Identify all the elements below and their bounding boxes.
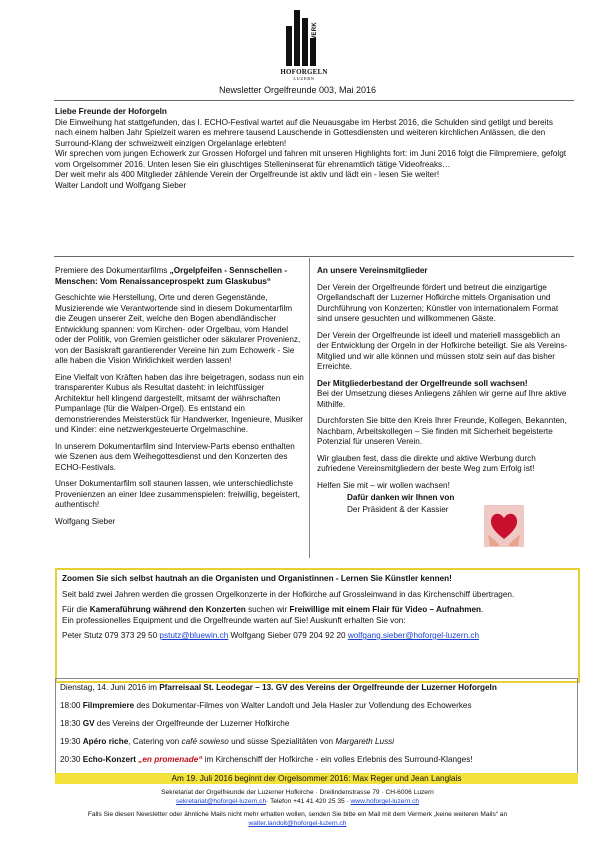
intro-section: [55, 107, 571, 191]
zoom-heading: Zoomen Sie sich selbst hautnah an die Organisten und Organistinnen - Lernen Sie Künstler kennen!: [62, 574, 452, 583]
film-paragraph: In unserem Dokumentarfilm sind Interview-Parts ebenso enthalten wie Szenen aus dem Weihegottesdienst und den Konzerten des ECHO-Festivals.: [55, 441, 295, 472]
orgelsommer-banner: Am 19. Juli 2016 beginnt der Orgelsommer 2016: Max Reger und Jean Langlais: [55, 773, 578, 784]
email-link-wolfgang-sieber[interactable]: wolfgang.sieber@hoforgel-luzern.ch: [347, 631, 480, 640]
members-column: [317, 266, 569, 515]
zoom-request-volunteers: Freiwillige mit einem Flair für Video – Aufnahmen: [289, 605, 482, 614]
film-heading: [55, 266, 305, 287]
greeting: Liebe Freunde der Hoforgeln: [55, 107, 167, 116]
film-paragraph: Geschichte wie Herstellung, Orte und deren Gegenstände, Musizierende wie Verantwortende sind in diesem Dokumentarfilm die Zeugen unserer Zeit, welche den Bogen abendländischer Entwicklung spannen: vom Kirchen- oder Orgelbau, vom Handel oder der Politik, von Gremien geistlicher oder säkularer Provenienz, von der Basiskraft garantierender Vereine hin zum Echowerk - Sie alle haben die Vision Wirklichkeit werden lassen!: [55, 293, 301, 365]
event-time: 19:30: [60, 737, 83, 746]
members-signature: Der Präsident & der Kassier: [347, 504, 449, 514]
footer-contact: [0, 798, 595, 806]
event-time: 18:00: [60, 701, 83, 710]
footer-address: Sekretariat der Orgelfreunde der Luzerner Hofkirche · Dreilindenstrasse 79 · CH-6006 Luzern: [161, 789, 434, 796]
zoom-request: [62, 605, 573, 616]
zoom-paragraph: Ein professionelles Equipment und die Orgelfreunde warten auf Sie! Auskunft erhalten Sie von:: [62, 615, 406, 625]
logo-brand: HOFORGELN: [280, 68, 328, 76]
logo-side-text: ECHOWERK: [312, 22, 318, 61]
members-call: Helfen Sie mit – wir wollen wachsen!: [317, 480, 450, 490]
members-paragraph: Durchforsten Sie bitte den Kreis Ihrer Freunde, Kollegen, Bekannten, Nachbarn, Arbeitskollegen – Sie finden mit Sicherheit begeisterte Potenzial für unseren Verein.: [317, 416, 567, 446]
zoom-request-text: suchen wir: [245, 605, 290, 614]
event-date: Dienstag, 14. Juni 2016 im: [60, 683, 160, 692]
heart-icon: [484, 505, 524, 547]
event-title: Echo-Konzert: [82, 755, 139, 764]
intro-paragraph: Der weit mehr als 400 Mitglieder zählende Verein der Orgelfreunde ist aktiv und lädt ein - lesen Sie weiter!: [55, 170, 440, 179]
zoom-request-text: Für die: [62, 605, 90, 614]
event-row: [60, 719, 289, 730]
issue-title: Newsletter Orgelfreunde 003, Mai 2016: [218, 85, 377, 95]
contact-peter-stutz: Peter Stutz 079 373 29 50: [62, 631, 160, 640]
event-title: Filmpremiere: [82, 701, 135, 710]
film-premiere-column: [55, 266, 305, 533]
members-heading: An unsere Vereinsmitglieder: [317, 266, 428, 275]
event-venue: Pfarreisaal St. Leodegar – 13. GV des Vereins der Orgelfreunde der Luzerner Hoforgeln: [159, 683, 497, 692]
film-paragraph: Eine Vielfalt von Kräften haben das ihre beigetragen, sodass nun ein transparenter Kubus als Resultat dasteht: in leichtfüssiger Architektur hell klingend dargestellt, mitsamt der währschaften Pumpanlage (für die Walpen-Orgel). Es entstand ein demonstrierendes Meisterstück für Handwerker, Ingenieure, Musiker und Kinder: eine netzwerkgesteuerte Orgelmaschine.: [55, 372, 304, 434]
film-heading-title: „Orgelpfeifen - Sennschellen - Menschen: Vom Renaissanceprospekt zum Glaskubus“: [55, 266, 288, 286]
email-link-sekretariat[interactable]: sekretariat@hoforgel-luzern.ch: [175, 798, 267, 805]
event-row: [60, 701, 472, 712]
members-paragraph: Bei der Umsetzung dieses Anliegens zählen wir gerne auf Ihre aktive Mithilfe.: [317, 389, 567, 409]
event-caterer: café sowieso: [181, 737, 229, 746]
members-paragraph: Der Verein der Orgelfreunde fördert und betreut die einzigartige Orgellandschaft der Luzerner Hofkirche mittels Organisation und Durchführung von Konzerten; Künstler von internationalem Format sind unsere gesuchten und willkommenen Gäste.: [317, 282, 559, 323]
event-desc: des Dokumentar-Filmes von Walter Landolt und Jela Hasler zur Vollendung des Echowerkes: [134, 701, 472, 710]
film-paragraph: Unser Dokumentarfilm soll staunen lassen, wie unterschiedlichste Provenienzen an einer Idee zusammenspielen: freiwillig, begeistert, authentisch!: [55, 479, 300, 509]
divider: [54, 100, 574, 101]
website-link[interactable]: www.hoforgel-luzern.ch: [350, 798, 420, 805]
email-link-walter-landolt[interactable]: walter.landolt@hoforgel-luzern.ch: [248, 820, 347, 827]
intro-signature: Walter Landolt und Wolfgang Sieber: [55, 180, 187, 190]
members-paragraph: Der Verein der Orgelfreunde ist ideell und materiell massgeblich an der Entwicklung der Orgeln in der Hofkirche beteiligt. Sie als Vereins-Mitglied und wir alle können und müssen stolz sein auf das bisher Erreichte.: [317, 330, 568, 371]
members-subheading: Der Mitgliederbestand der Orgelfreunde soll wachsen!: [317, 378, 528, 388]
event-title: Apéro riche: [82, 737, 129, 746]
members-thanks: Dafür danken wir Ihnen von: [347, 493, 455, 502]
footer-unsubscribe-email: [0, 820, 595, 828]
event-desc: des Vereins der Orgelfreunde der Luzerner Hofkirche: [94, 719, 290, 728]
zoom-request-camera: Kameraführung während den Konzerten: [89, 605, 246, 614]
members-paragraph: Wir glauben fest, dass die direkte und aktive Werbung durch zufriedene Vereinsmitgliedern der beste Weg zum Erfolg ist!: [317, 453, 536, 473]
logo-brand-sub: LUZERN: [293, 76, 315, 81]
event-desc: , Catering von: [128, 737, 182, 746]
event-concert-name: „en promenade“: [138, 755, 203, 764]
footer-phone: · Telefon +41 41 420 25 35 ·: [266, 798, 351, 805]
event-row: [60, 737, 394, 748]
event-desc: und süsse Spezialitäten von: [228, 737, 336, 746]
video-volunteer-box: [55, 568, 580, 683]
zoom-paragraph: Seit bald zwei Jahren werden die grossen Orgelkonzerte in der Hofkirche auf Grossleinwand in das Kirchenschiff übertragen.: [62, 589, 515, 599]
hoforgeln-logo: [278, 8, 330, 88]
event-desc: im Kirchenschiff der Hofkirche - ein volles Erlebnis des Surround-Klanges!: [202, 755, 473, 764]
event-row: [60, 683, 497, 694]
event-title: GV: [82, 719, 95, 728]
zoom-request-text: .: [481, 605, 484, 614]
events-box: [55, 678, 578, 775]
event-time: 18:30: [60, 719, 83, 728]
event-time: 20:30: [60, 755, 83, 764]
footer-unsubscribe: Falls Sie diesen Newsletter oder ähnliche Mails nicht mehr erhalten wollen, senden Sie bitte ein Mail mit dem Vermerk „keine weiteren Mails“ an: [87, 811, 508, 818]
film-signature: Wolfgang Sieber: [55, 516, 116, 526]
divider: [54, 256, 574, 257]
contact-wolfgang-sieber: Wolfgang Sieber 079 204 92 20: [228, 631, 348, 640]
heart-hands-image: [484, 505, 524, 547]
intro-paragraph: Die Einweihung hat stattgefunden, das I. ECHO-Festival wartet auf die Neuausgabe im Herbst 2016, die Schulden sind getilgt und bereits nach einem halben Jahr Spielzeit waren es mehrere tausend Lauschende in Gottesdiensten und weiteren kirchlichen Anlässen, die den Surround-Klang der schweizweit einzigen Orgelanlage erlebten!: [55, 117, 553, 148]
column-divider: [309, 258, 310, 558]
film-heading-prefix: Premiere des Dokumentarfilms: [55, 266, 170, 275]
event-row: [60, 755, 473, 766]
event-confectioner: Margareth Lussi: [335, 737, 395, 746]
zoom-contacts: [62, 631, 573, 642]
intro-paragraph: Wir sprechen vom jungen Echowerk zur Grossen Hoforgel und fahren mit unseren Highlights fort: im Juni 2016 folgt die Filmpremiere, gefolgt vom Orgelsommer 2016. Unten lesen Sie ein gluschtiges Stelleninserat für ehrenamtlich tätige Videofreaks…: [55, 149, 567, 169]
email-link-pstutz[interactable]: pstutz@bluewin.ch: [159, 631, 229, 640]
